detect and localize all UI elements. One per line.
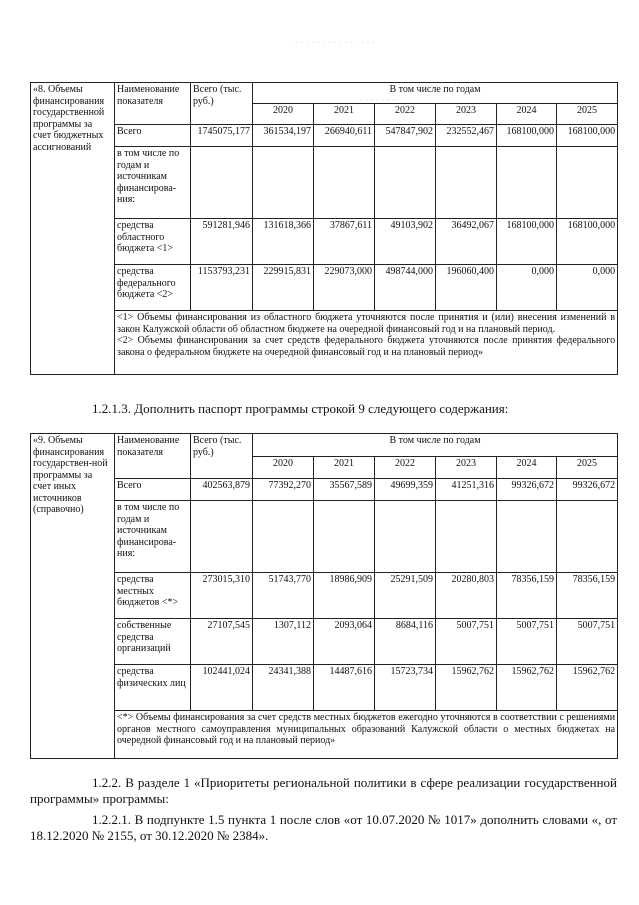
year-header: 2020 — [253, 104, 314, 125]
col-header-name: Наименование показателя — [115, 83, 191, 125]
cell-value: 0,000 — [497, 265, 557, 311]
col-header-total: Всего (тыс. руб.) — [191, 83, 253, 125]
cell-value: 36492,067 — [436, 219, 497, 265]
scan-artifact: · · · · · · · — [360, 98, 396, 104]
row-label: средства физических лиц — [115, 665, 191, 711]
footnote: <1> Объемы финансирования из областного бюджета уточняются после принятия и (или) внесения изменений в закон Калужской области об областном бюджете на очередной финансовый год и на плановый период. — [117, 312, 616, 335]
cell-value: 232552,467 — [436, 125, 497, 147]
row-label: Всего — [115, 125, 191, 147]
row-total: 102441,024 — [191, 665, 253, 711]
cell-value: 37867,611 — [314, 219, 375, 265]
footnotes — [115, 711, 618, 759]
cell-value: 0,000 — [557, 265, 618, 311]
row-label: в том числе по годам и источникам финансирова-ния: — [115, 501, 191, 573]
cell-value: 131618,366 — [253, 219, 314, 265]
year-header: 2021 — [314, 104, 375, 125]
row-label: средства федерального бюджета <2> — [115, 265, 191, 311]
footnotes — [115, 311, 618, 375]
cell-value: 15723,734 — [375, 665, 436, 711]
table-row — [31, 219, 618, 265]
cell-value: 1307,112 — [253, 619, 314, 665]
row-total: 273015,310 — [191, 573, 253, 619]
row-total: 591281,946 — [191, 219, 253, 265]
row-label: средства местных бюджетов <*> — [115, 573, 191, 619]
cell-value: 15962,762 — [436, 665, 497, 711]
year-header: 2020 — [253, 457, 314, 479]
cell-value: 78356,159 — [497, 573, 557, 619]
year-header: 2023 — [436, 104, 497, 125]
row-label: в том числе по годам и источникам финансирова-ния: — [115, 147, 191, 219]
cell-value: 15962,762 — [557, 665, 618, 711]
table-row — [31, 265, 618, 311]
table-row — [31, 573, 618, 619]
table-row — [31, 479, 618, 501]
row-total: 402563,879 — [191, 479, 253, 501]
cell-value: 24341,388 — [253, 665, 314, 711]
cell-value: 547847,902 — [375, 125, 436, 147]
cell-value: 5007,751 — [436, 619, 497, 665]
cell-value: 196060,400 — [436, 265, 497, 311]
year-header: 2025 — [557, 104, 618, 125]
paragraph: 1.2.1.3. Дополнить паспорт программы строкой 9 следующего содержания: — [92, 401, 509, 416]
col-header-years: В том числе по годам — [253, 434, 618, 457]
year-header: 2023 — [436, 457, 497, 479]
cell-value: 168100,000 — [497, 219, 557, 265]
cell-value: 25291,509 — [375, 573, 436, 619]
paragraph: 1.2.2. В разделе 1 «Приоритеты региональной политики в сфере реализации государственной программы» программы: — [30, 775, 617, 806]
year-header: 2021 — [314, 457, 375, 479]
cell-value: 18986,909 — [314, 573, 375, 619]
scan-artifact: · · · · · · · · · · · · · · · · — [290, 40, 376, 46]
section-title-8: «8. Объемы финансирования государственной программы за счет бюджетных ассигнований — [31, 83, 115, 375]
table-row — [31, 501, 618, 573]
table-row — [31, 619, 618, 665]
cell-value: 99326,672 — [557, 479, 618, 501]
cell-value: 168100,000 — [497, 125, 557, 147]
cell-value: 168100,000 — [557, 125, 618, 147]
cell-value: 266940,611 — [314, 125, 375, 147]
cell-value: 15962,762 — [497, 665, 557, 711]
col-header-years: В том числе по годам — [253, 83, 618, 104]
year-header: 2025 — [557, 457, 618, 479]
col-header-total: Всего (тыс. руб.) — [191, 434, 253, 479]
row-label: Всего — [115, 479, 191, 501]
table-row — [31, 147, 618, 219]
cell-value: 5007,751 — [497, 619, 557, 665]
cell-value: 49699,359 — [375, 479, 436, 501]
cell-value: 78356,159 — [557, 573, 618, 619]
section-title-9: «9. Объемы финансирования государствен-ной программы за счет иных источников (справочно) — [31, 434, 115, 759]
cell-value: 2093,064 — [314, 619, 375, 665]
cell-value: 168100,000 — [557, 219, 618, 265]
footnote: <2> Объемы финансирования за счет средств федерального бюджета уточняются после принятия федерального закона о федеральном бюджете на очередной финансовый год и на плановый период» — [117, 335, 616, 358]
row-label: собственные средства организаций — [115, 619, 191, 665]
table-row — [31, 125, 618, 147]
table-row — [31, 665, 618, 711]
year-header: 2022 — [375, 457, 436, 479]
year-header: 2024 — [497, 104, 557, 125]
cell-value: 14487,616 — [314, 665, 375, 711]
financing-table-other — [30, 433, 618, 759]
cell-value: 5007,751 — [557, 619, 618, 665]
row-label: средства областного бюджета <1> — [115, 219, 191, 265]
financing-table-budget — [30, 82, 618, 375]
cell-value: 35567,589 — [314, 479, 375, 501]
year-header: 2022 — [375, 104, 436, 125]
col-header-name: Наименование показателя — [115, 434, 191, 479]
cell-value: 498744,000 — [375, 265, 436, 311]
cell-value: 99326,672 — [497, 479, 557, 501]
cell-value: 361534,197 — [253, 125, 314, 147]
cell-value: 20280,803 — [436, 573, 497, 619]
cell-value: 41251,316 — [436, 479, 497, 501]
cell-value: 229073,000 — [314, 265, 375, 311]
year-header: 2024 — [497, 457, 557, 479]
cell-value: 49103,902 — [375, 219, 436, 265]
cell-value: 229915,831 — [253, 265, 314, 311]
row-total: 27107,545 — [191, 619, 253, 665]
cell-value: 51743,770 — [253, 573, 314, 619]
footnote: <*> Объемы финансирования за счет средств местных бюджетов ежегодно уточняются в соответствии с решениями органов местного самоуправления муниципальных образований Калужской области о местных бюджетах на очередной финансовый год и на плановый период» — [117, 712, 616, 746]
paragraph: 1.2.2.1. В подпункте 1.5 пункта 1 после слов «от 10.07.2020 № 1017» дополнить словами «, от 18.12.2020 № 2155, от 30.12.2020 № 2384». — [30, 812, 617, 843]
cell-value: 77392,270 — [253, 479, 314, 501]
row-total: 1745075,177 — [191, 125, 253, 147]
row-total: 1153793,231 — [191, 265, 253, 311]
cell-value: 8684,116 — [375, 619, 436, 665]
